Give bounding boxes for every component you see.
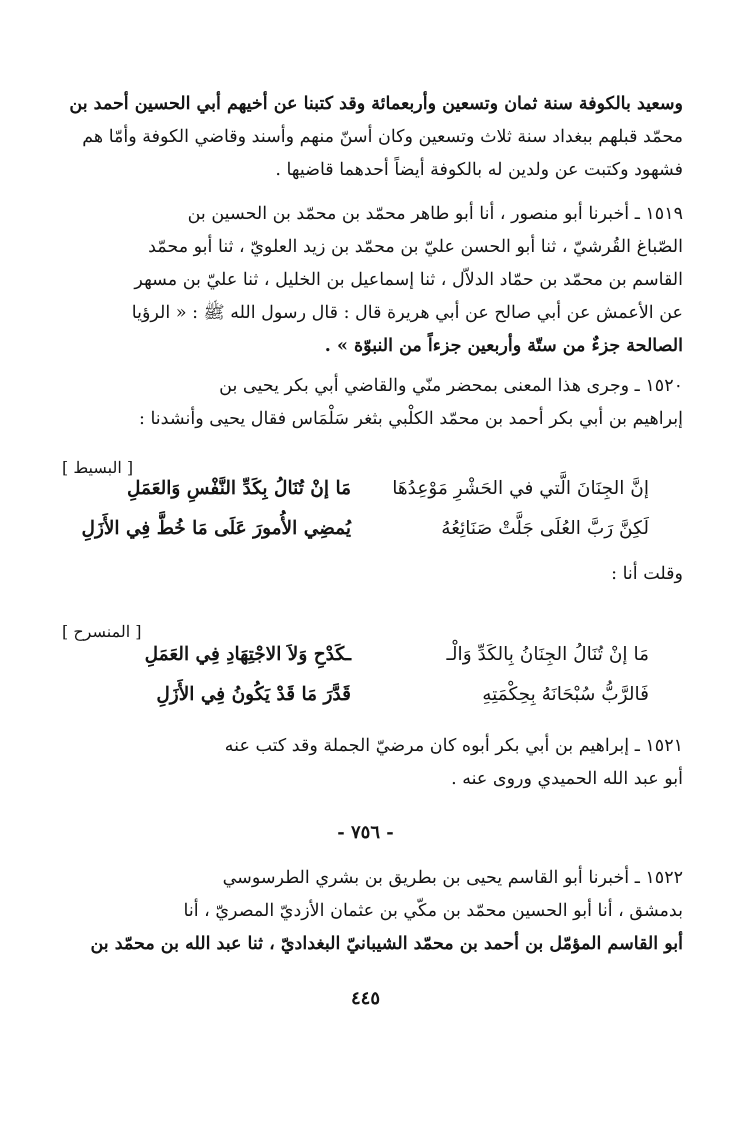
- entry-1521: [58, 730, 683, 796]
- poem1-meter: [ البسيط ]: [62, 458, 134, 477]
- text-line: ١٥٢٠ ـ وجرى هذا المعنى بمحضر منّي والقاضي أبي بكر يحيى بن: [219, 376, 683, 396]
- text-line: أبو عبد الله الحميدي وروى عنه .: [451, 769, 683, 789]
- poem1-verse1-second: مَا إنْ تُنَالُ بِكَدِّ النَّفْسِ وَالعَمَلِ: [126, 478, 351, 499]
- page-number: ٤٤٥: [350, 988, 380, 1009]
- poem2-verse2-first: فَالرَّبُّ سُبْحَانَهُ بِحِكْمَتِهِ: [482, 684, 649, 705]
- entry-1520: [58, 370, 683, 436]
- text-line: وقلت أنا :: [611, 564, 683, 584]
- text-line: ١٥١٩ ـ أخبرنا أبو منصور ، أنا أبو طاهر محمّد بن محمّد بن الحسين بن: [187, 204, 683, 224]
- poem2-verse1-second: ـكَدْحِ وَلاَ الاجْتِهَادِ فِي العَمَلِ: [144, 644, 351, 665]
- poem1-verse2-second: يُمضِي الأُمورَ عَلَى مَا خُطَّ فِي الأَزَلِ: [81, 518, 351, 539]
- text-line: ١٥٢١ ـ إبراهيم بن أبي بكر أبوه كان مرضيّ الجملة وقد كتب عنه: [224, 736, 683, 756]
- section-separator: - ٧٥٦ -: [337, 822, 394, 843]
- said-line: [58, 558, 683, 591]
- poem1-verse2-first: لَكِنَّ رَبَّ العُلَى جَلَّتْ صَنَائِعُهُ: [441, 518, 649, 539]
- text-line: أبو القاسم المؤمّل بن أحمد بن محمّد الشيبانيّ البغداديّ ، ثنا عبد الله بن محمّد بن: [90, 934, 683, 954]
- text-line: الصالحة جزءٌ من ستّة وأربعين جزءاً من النبوّة » .: [324, 336, 683, 356]
- text-line: عن الأعمش عن أبي صالح عن أبي هريرة قال : قال رسول الله ﷺ : « الرؤيا: [131, 303, 683, 323]
- text-line: فشهود وكتبت عن ولدين له بالكوفة أيضاً أحدهما قاضيها .: [275, 160, 683, 180]
- poem1-verse1-first: إنَّ الجِنَانَ الَّتي في الحَشْرِ مَوْعِدُهَا: [392, 478, 649, 499]
- hadith-1519: [58, 198, 683, 363]
- hadith-1522: [58, 862, 683, 961]
- poem2-meter: [ المنسرح ]: [62, 622, 142, 641]
- poem2-verse1-first: مَا إنْ تُنَالُ الجِنَانُ بِالكَدِّ وَالْـ: [446, 644, 649, 665]
- text-line: ١٥٢٢ ـ أخبرنا أبو القاسم يحيى بن بطريق بن بشري الطرسوسي: [222, 868, 683, 888]
- text-line: وسعيد بالكوفة سنة ثمان وتسعين وأربعمائة وقد كتبنا عن أخيهم أبي الحسين أحمد بن: [69, 94, 683, 114]
- text-line: القاسم بن محمّد بن حمّاد الدلاّل ، ثنا إسماعيل بن الخليل ، ثنا عليّ بن مسهر: [134, 270, 683, 290]
- text-line: الصّباغ القُرشيّ ، ثنا أبو الحسن عليّ بن محمّد بن زيد العلويّ ، ثنا أبو محمّد: [148, 237, 683, 257]
- text-line: بدمشق ، أنا أبو الحسين محمّد بن مكّي بن عثمان الأزديّ المصريّ ، أنا: [183, 901, 683, 921]
- intro-paragraph: [58, 88, 683, 187]
- text-line: محمّد قبلهم ببغداد سنة ثلاث وتسعين وكان أسنّ منهم وأسند وقاضي الكوفة وأمّا هم: [82, 127, 683, 147]
- poem2-verse2-second: قَدَّرَ مَا قَدْ يَكُونُ فِي الأَزَلِ: [156, 684, 351, 705]
- text-line: إبراهيم بن أبي بكر أحمد بن محمّد الكلْبي بثغر سَلْمَاس فقال يحيى وأنشدنا :: [139, 409, 683, 429]
